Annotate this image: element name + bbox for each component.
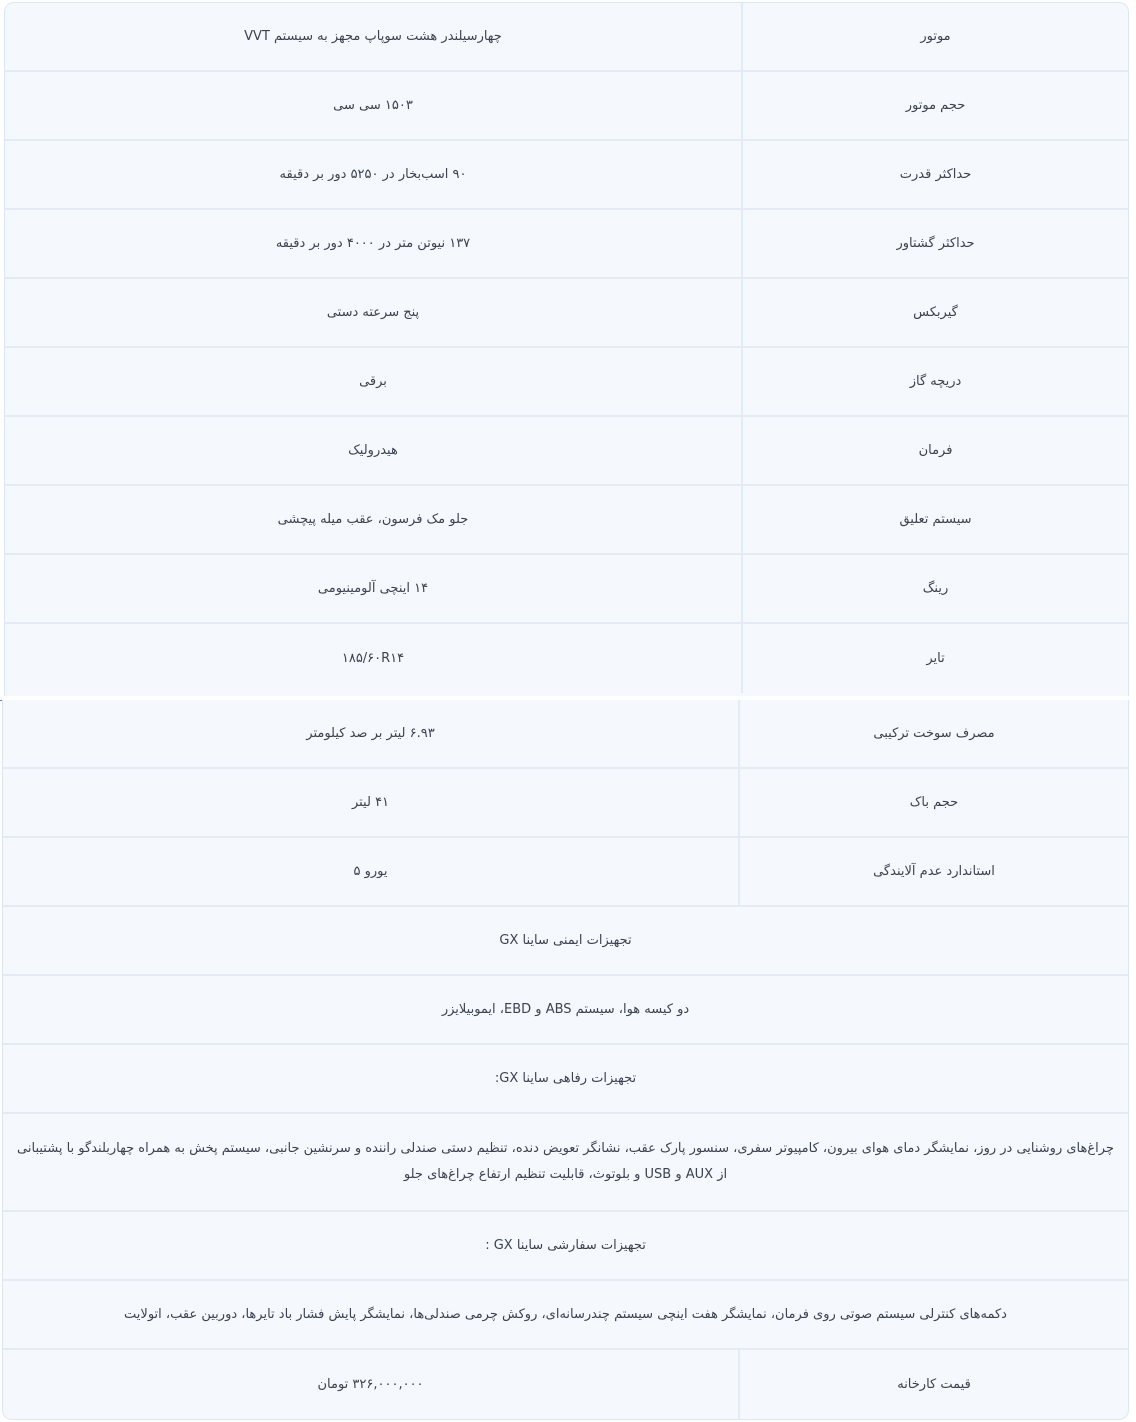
order-section-title: تجهیزات سفارشی ساینا GX : bbox=[485, 1237, 646, 1253]
row-label: حجم باک bbox=[738, 769, 1128, 836]
row-value: جلو مک فرسون، عقب میله پیچشی bbox=[277, 511, 469, 527]
row-label: سیستم تعلیق bbox=[741, 486, 1128, 553]
row-label: استاندارد عدم آلایندگی bbox=[738, 838, 1128, 905]
row-label: تایر bbox=[741, 624, 1128, 693]
row-value: ۴۱ لیتر bbox=[351, 794, 390, 810]
table-row bbox=[5, 279, 1128, 348]
row-label: فرمان bbox=[741, 417, 1128, 484]
table-row bbox=[5, 486, 1128, 555]
specs-table-top bbox=[4, 2, 1129, 696]
table-row bbox=[5, 348, 1128, 417]
table-row bbox=[5, 141, 1128, 210]
specs-table-bottom bbox=[2, 700, 1129, 1420]
table-row bbox=[5, 417, 1128, 486]
table-row bbox=[3, 838, 1128, 907]
row-label: دریچه گاز bbox=[741, 348, 1128, 415]
table-row bbox=[3, 907, 1128, 976]
row-label: حجم موتور bbox=[741, 72, 1128, 139]
table-row bbox=[5, 72, 1128, 141]
row-label: موتور bbox=[741, 3, 1128, 70]
comfort-section-title: تجهیزات رفاهی ساینا GX: bbox=[494, 1070, 637, 1086]
row-value: ۱۸۵/۶۰R۱۴ bbox=[341, 650, 405, 666]
row-value: ۱۴ اینچی آلومینیومی bbox=[317, 580, 429, 596]
table-row bbox=[5, 555, 1128, 624]
row-value: چهارسیلندر هشت سوپاپ مجهز به سیستم VVT bbox=[244, 28, 502, 44]
table-row bbox=[5, 624, 1128, 693]
row-value: ۱۳۷ نیوتن متر در ۴۰۰۰ دور بر دقیقه bbox=[275, 235, 471, 251]
table-row bbox=[3, 700, 1128, 769]
row-label: مصرف سوخت ترکیبی bbox=[738, 700, 1128, 767]
row-value: ۹۰ اسب‌بخار در ۵۲۵۰ دور بر دقیقه bbox=[279, 166, 467, 182]
row-label: گیربکس bbox=[741, 279, 1128, 346]
row-value: ۱۵۰۳ سی سی bbox=[333, 97, 413, 113]
row-value: هیدرولیک bbox=[348, 442, 398, 458]
price-value: ۳۲۶,۰۰۰,۰۰۰ تومان bbox=[317, 1376, 424, 1392]
table-row bbox=[3, 1350, 1128, 1419]
table-row bbox=[3, 769, 1128, 838]
row-value: ۶.۹۳ لیتر بر صد کیلومتر bbox=[306, 725, 435, 741]
safety-section-text: دو کیسه هوا، سیستم ABS و EBD، ایموبیلایزر bbox=[441, 1001, 690, 1017]
table-row bbox=[3, 1212, 1128, 1281]
table-row bbox=[3, 1045, 1128, 1114]
row-label: حداکثر گشتاور bbox=[741, 210, 1128, 277]
table-row bbox=[3, 976, 1128, 1045]
table-row bbox=[3, 1114, 1128, 1212]
table-row bbox=[3, 1281, 1128, 1350]
row-value: پنج سرعته دستی bbox=[326, 304, 420, 320]
row-label: رینگ bbox=[741, 555, 1128, 622]
price-label: قیمت کارخانه bbox=[738, 1350, 1128, 1419]
row-label: حداکثر قدرت bbox=[741, 141, 1128, 208]
row-value: یورو ۵ bbox=[353, 863, 388, 879]
table-row bbox=[5, 210, 1128, 279]
row-value: برقی bbox=[359, 373, 387, 389]
safety-section-title: تجهیزات ایمنی ساینا GX bbox=[499, 932, 632, 948]
comfort-section-text: چراغ‌های روشنایی در روز، نمایشگر دمای هوای بیرون، کامپیوتر سفری، سنسور پارک عقب، نشانگر تعویض دنده، تنظیم دستی صندلی راننده و سرنشین جانبی، سیستم پخش به همراه چهاربلندگو با پشتیبانی از AUX و USB و بلوتوث، قابلیت تنظیم ارتفاع چراغ‌های جلو bbox=[17, 1141, 1114, 1182]
order-section-text: دکمه‌های کنترلی سیستم صوتی روی فرمان، نمایشگر هفت اینچی سیستم چندرسانه‌ای، روکش چرمی صندلی‌ها، نمایشگر پایش فشار باد تایرها، دوربین عقب، اتولایت bbox=[124, 1306, 1007, 1322]
table-row bbox=[5, 3, 1128, 72]
